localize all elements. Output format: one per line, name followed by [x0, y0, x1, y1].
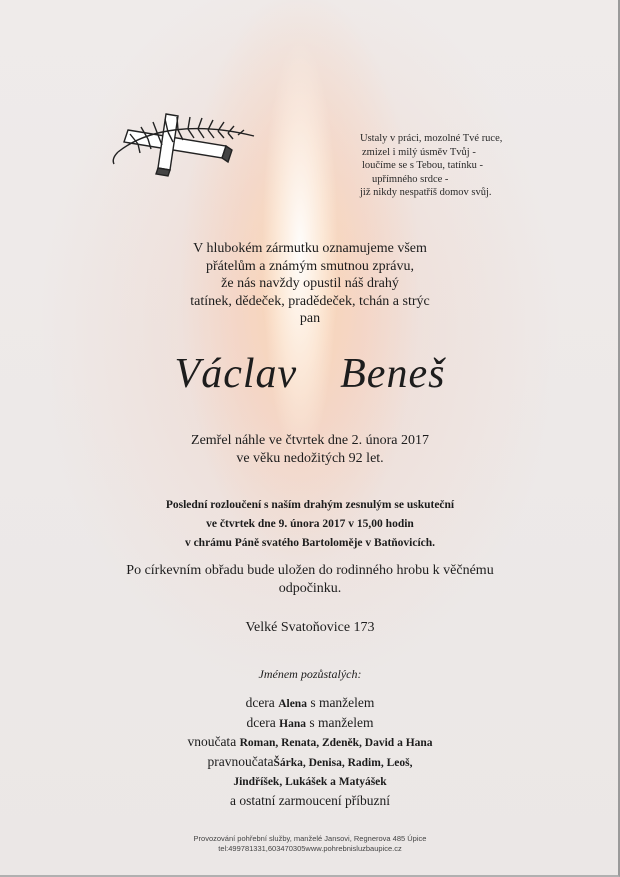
poem-line: zmizel i milý úsměv Tvůj - — [362, 146, 476, 158]
cross-palm-icon — [108, 108, 256, 178]
relation-suffix: s manželem — [310, 695, 375, 710]
funeral-service-footer — [0, 834, 620, 854]
intro-line: V hlubokém zármutku oznamujeme všem — [193, 241, 427, 256]
relation: dcera — [245, 695, 275, 710]
ceremony-line: v chrámu Páně svatého Bartoloměje v Batňovicích. — [184, 537, 436, 549]
deceased-name: Václav Beneš — [174, 351, 446, 397]
intro-line: přátelům a známým smutnou zprávu, — [206, 258, 414, 274]
footer-line: Provozování pohřební služby, manželé Jansovi, Regnerova 485 Úpice — [193, 834, 427, 843]
ceremony-line: Poslední rozloučení s naším drahým zesnulým se uskuteční — [165, 499, 455, 511]
ceremony-info — [0, 496, 620, 553]
burial-info — [0, 562, 620, 598]
death-notice — [0, 432, 620, 467]
intro-line: že nás navždy opustil náš drahý — [221, 276, 399, 291]
relation: vnoučata — [187, 734, 237, 749]
surviving-family — [0, 694, 620, 810]
family-names: Šárka, Denisa, Radim, Leoš, — [273, 756, 413, 769]
family-line — [0, 714, 620, 734]
family-line — [0, 772, 620, 792]
poem-line: upřímného srdce - — [372, 173, 449, 185]
family-names: Roman, Renata, Zdeněk, David a Hana — [239, 737, 433, 749]
memorial-poem — [360, 132, 540, 200]
burial-line: odpočinku. — [278, 581, 342, 596]
family-line — [0, 733, 620, 753]
footer-line: tel:499781331,603470305www.pohrebnisluzbaupice.cz — [218, 844, 402, 853]
poem-line: již nikdy nespatříš domov svůj. — [360, 187, 492, 198]
family-names: Jindříšek, Lukášek a Matyášek — [233, 776, 387, 788]
relation-suffix: s manželem — [309, 714, 374, 730]
death-line: Zemřel náhle ve čtvrtek dne 2. února 2017 — [191, 433, 429, 448]
address: Velké Svatoňovice 173 — [245, 620, 375, 635]
intro-line: tatínek, dědeček, pradědeček, tchán a strýc — [190, 293, 430, 309]
death-line: ve věku nedožitých 92 let. — [236, 450, 384, 466]
relation: pravnoučata — [207, 753, 274, 769]
family-name: Hana — [279, 717, 306, 730]
relation: dcera — [246, 714, 276, 730]
burial-line: Po církevním obřadu bude uložen do rodinného hrobu k věčnému — [126, 563, 494, 578]
poem-line: loučíme se s Tebou, tatínku - — [362, 160, 483, 171]
family-line — [0, 753, 620, 773]
family-line: a ostatní zarmoucení příbuzní — [229, 792, 391, 808]
family-line — [0, 694, 620, 714]
on-behalf-heading: Jménem pozůstalých: — [258, 667, 362, 681]
ceremony-line: ve čtvrtek dne 9. února 2017 v 15,00 hodin — [206, 518, 414, 530]
announcement-intro — [0, 240, 620, 328]
family-name: Alena — [278, 698, 307, 710]
intro-line: pan — [299, 311, 321, 326]
poem-line: Ustaly v práci, mozolné Tvé ruce, — [360, 133, 503, 144]
